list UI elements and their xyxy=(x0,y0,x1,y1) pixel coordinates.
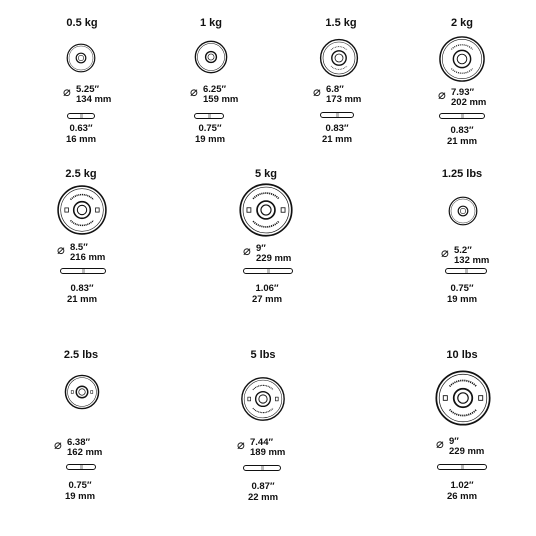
diameter-symbol-icon: ⌀ xyxy=(243,243,251,258)
thickness-readout: 1.06″ 27 mm xyxy=(251,283,283,305)
thickness-bar-icon xyxy=(60,268,106,274)
diameter-symbol-icon: ⌀ xyxy=(57,242,65,257)
diameter-symbol-icon: ⌀ xyxy=(441,245,449,260)
plate-icon xyxy=(240,376,286,422)
diameter-readout: ⌀ 5.25″ 134 mm xyxy=(63,84,112,105)
plate-icon xyxy=(319,38,359,78)
weight-label: 2.5 kg xyxy=(65,168,97,180)
diameter-readout: ⌀ 7.44″ 189 mm xyxy=(237,437,286,458)
diameter-symbol-icon: ⌀ xyxy=(190,84,198,99)
thickness-readout: 0.75″ 19 mm xyxy=(446,283,478,305)
weight-label: 2 kg xyxy=(450,17,474,29)
diameter-readout: ⌀ 6.8″ 173 mm xyxy=(313,84,362,105)
diameter-symbol-icon: ⌀ xyxy=(436,436,444,451)
plate-icon xyxy=(194,40,228,74)
weight-label: 0.5 kg xyxy=(66,17,98,29)
diameter-symbol-icon: ⌀ xyxy=(54,437,62,452)
thickness-bar-icon xyxy=(439,113,485,119)
thickness-readout: 0.63″ 16 mm xyxy=(65,123,97,145)
diameter-readout: ⌀ 9″ 229 mm xyxy=(436,436,485,457)
diameter-readout: ⌀ 9″ 229 mm xyxy=(243,243,292,264)
plate-icon xyxy=(448,196,478,226)
weight-label: 1.25 lbs xyxy=(441,168,483,180)
thickness-readout: 0.83″ 21 mm xyxy=(446,125,478,147)
diameter-symbol-icon: ⌀ xyxy=(63,84,71,99)
diameter-readout: ⌀ 6.38″ 162 mm xyxy=(54,437,103,458)
thickness-bar-icon xyxy=(194,113,224,119)
diameter-readout: ⌀ 6.25″ 159 mm xyxy=(190,84,239,105)
thickness-bar-icon xyxy=(437,464,487,470)
plate-icon xyxy=(56,184,108,236)
thickness-bar-icon xyxy=(66,464,96,470)
diameter-symbol-icon: ⌀ xyxy=(313,84,321,99)
thickness-readout: 0.75″ 19 mm xyxy=(194,123,226,145)
weight-label: 1.5 kg xyxy=(325,17,357,29)
weight-label: 2.5 lbs xyxy=(63,349,99,361)
thickness-bar-icon xyxy=(320,112,354,118)
thickness-bar-icon xyxy=(243,268,293,274)
plate-icon xyxy=(438,35,486,83)
thickness-readout: 0.83″ 21 mm xyxy=(321,123,353,145)
plate-icon xyxy=(66,43,96,73)
weight-label: 5 kg xyxy=(254,168,278,180)
weight-label: 5 lbs xyxy=(250,349,276,361)
weight-label: 10 lbs xyxy=(446,349,478,361)
weight-label: 1 kg xyxy=(199,17,223,29)
diameter-symbol-icon: ⌀ xyxy=(237,437,245,452)
diameter-symbol-icon: ⌀ xyxy=(438,87,446,102)
diameter-readout: ⌀ 7.93″ 202 mm xyxy=(438,87,487,108)
thickness-readout: 0.87″ 22 mm xyxy=(247,481,279,503)
thickness-readout: 0.83″ 21 mm xyxy=(66,283,98,305)
plate-icon xyxy=(434,369,492,427)
plate-icon xyxy=(64,374,100,410)
thickness-bar-icon xyxy=(243,465,281,471)
diameter-readout: ⌀ 8.5″ 216 mm xyxy=(57,242,106,263)
diameter-readout: ⌀ 5.2″ 132 mm xyxy=(441,245,490,266)
thickness-readout: 0.75″ 19 mm xyxy=(64,480,96,502)
thickness-bar-icon xyxy=(67,113,95,119)
thickness-readout: 1.02″ 26 mm xyxy=(446,480,478,502)
thickness-bar-icon xyxy=(445,268,487,274)
plate-icon xyxy=(238,182,294,238)
